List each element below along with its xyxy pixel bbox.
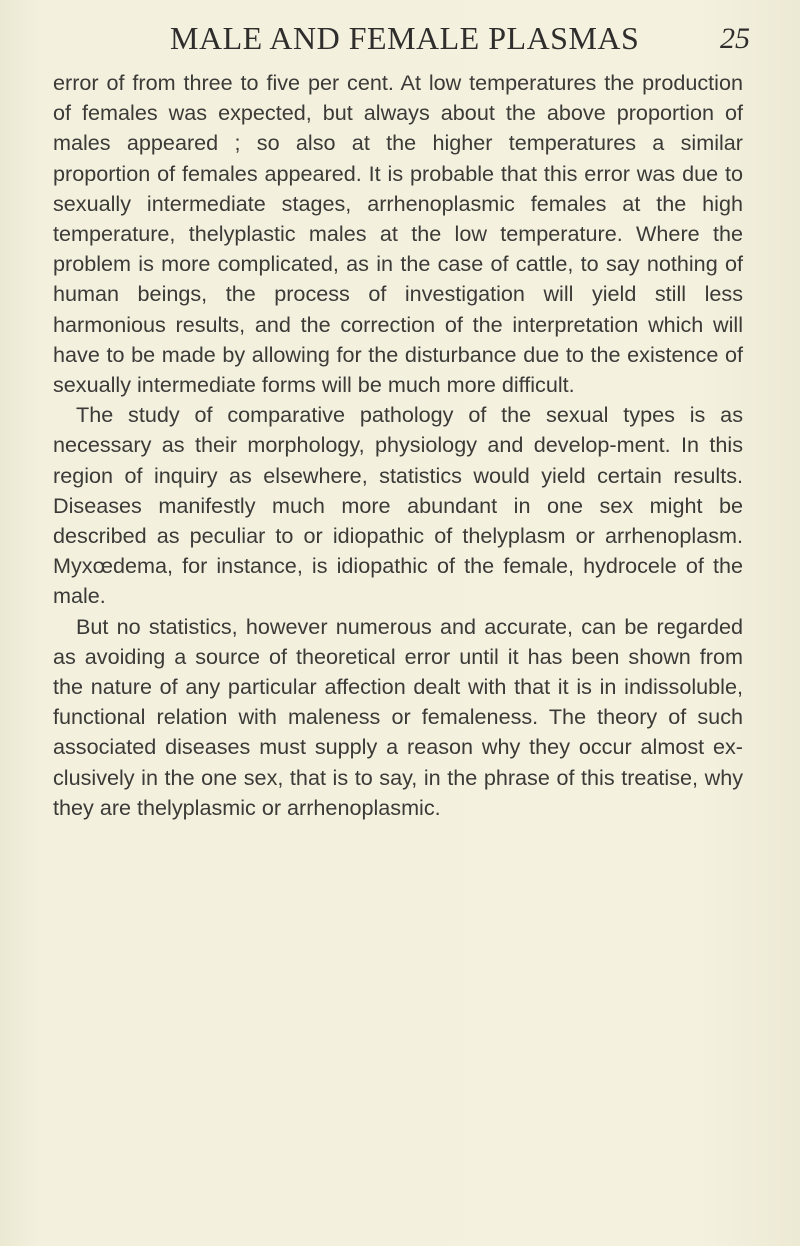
paragraph-3: But no statistics, however numerous and accurate, can be regarded as avoiding a source of theoretical error until it has been shown from the nature of any particular affection dealt with that it is in indissoluble, functional relation with maleness or femaleness. The theory of such associated diseases must supply a reason why they occur almost ex-clusively in the one sex, that is to say, in the phrase of this treatise, why they are thelyplasmic or arrhenoplasmic. [53, 613, 743, 820]
paragraph-2: The study of comparative pathology of the sexual types is as necessary as their morphology, physiology and develop-ment. In this region of inquiry as elsewhere, statistics would yield certain results. Diseases manifestly much more abundant in one sex might be described as peculiar to or idiopathic of thelyplasm or arrhenoplasm. Myxœdema, for instance, is idiopathic of the female, hydrocele of the male. [53, 402, 743, 609]
page-number: 25 [720, 22, 750, 55]
body-text [53, 68, 743, 823]
running-head [60, 20, 750, 60]
running-title: MALE AND FEMALE PLASMAS [170, 20, 640, 56]
paragraph-1: error of from three to five per cent. At low temperatures the production of females was expected, but always about the above proportion of males appeared ; so also at the higher temperatures a similar proportion of females appeared. It is probable that this error was due to sexually intermediate stages, arrhenoplasmic females at the high temperature, thelyplastic males at the low temperature. Where the problem is more complicated, as in the case of cattle, to say nothing of human beings, the process of investigation will yield still less harmonious results, and the correction of the interpretation which will have to be made by allowing for the disturbance due to the existence of sexually intermediate forms will be much more difficult. [53, 70, 743, 398]
